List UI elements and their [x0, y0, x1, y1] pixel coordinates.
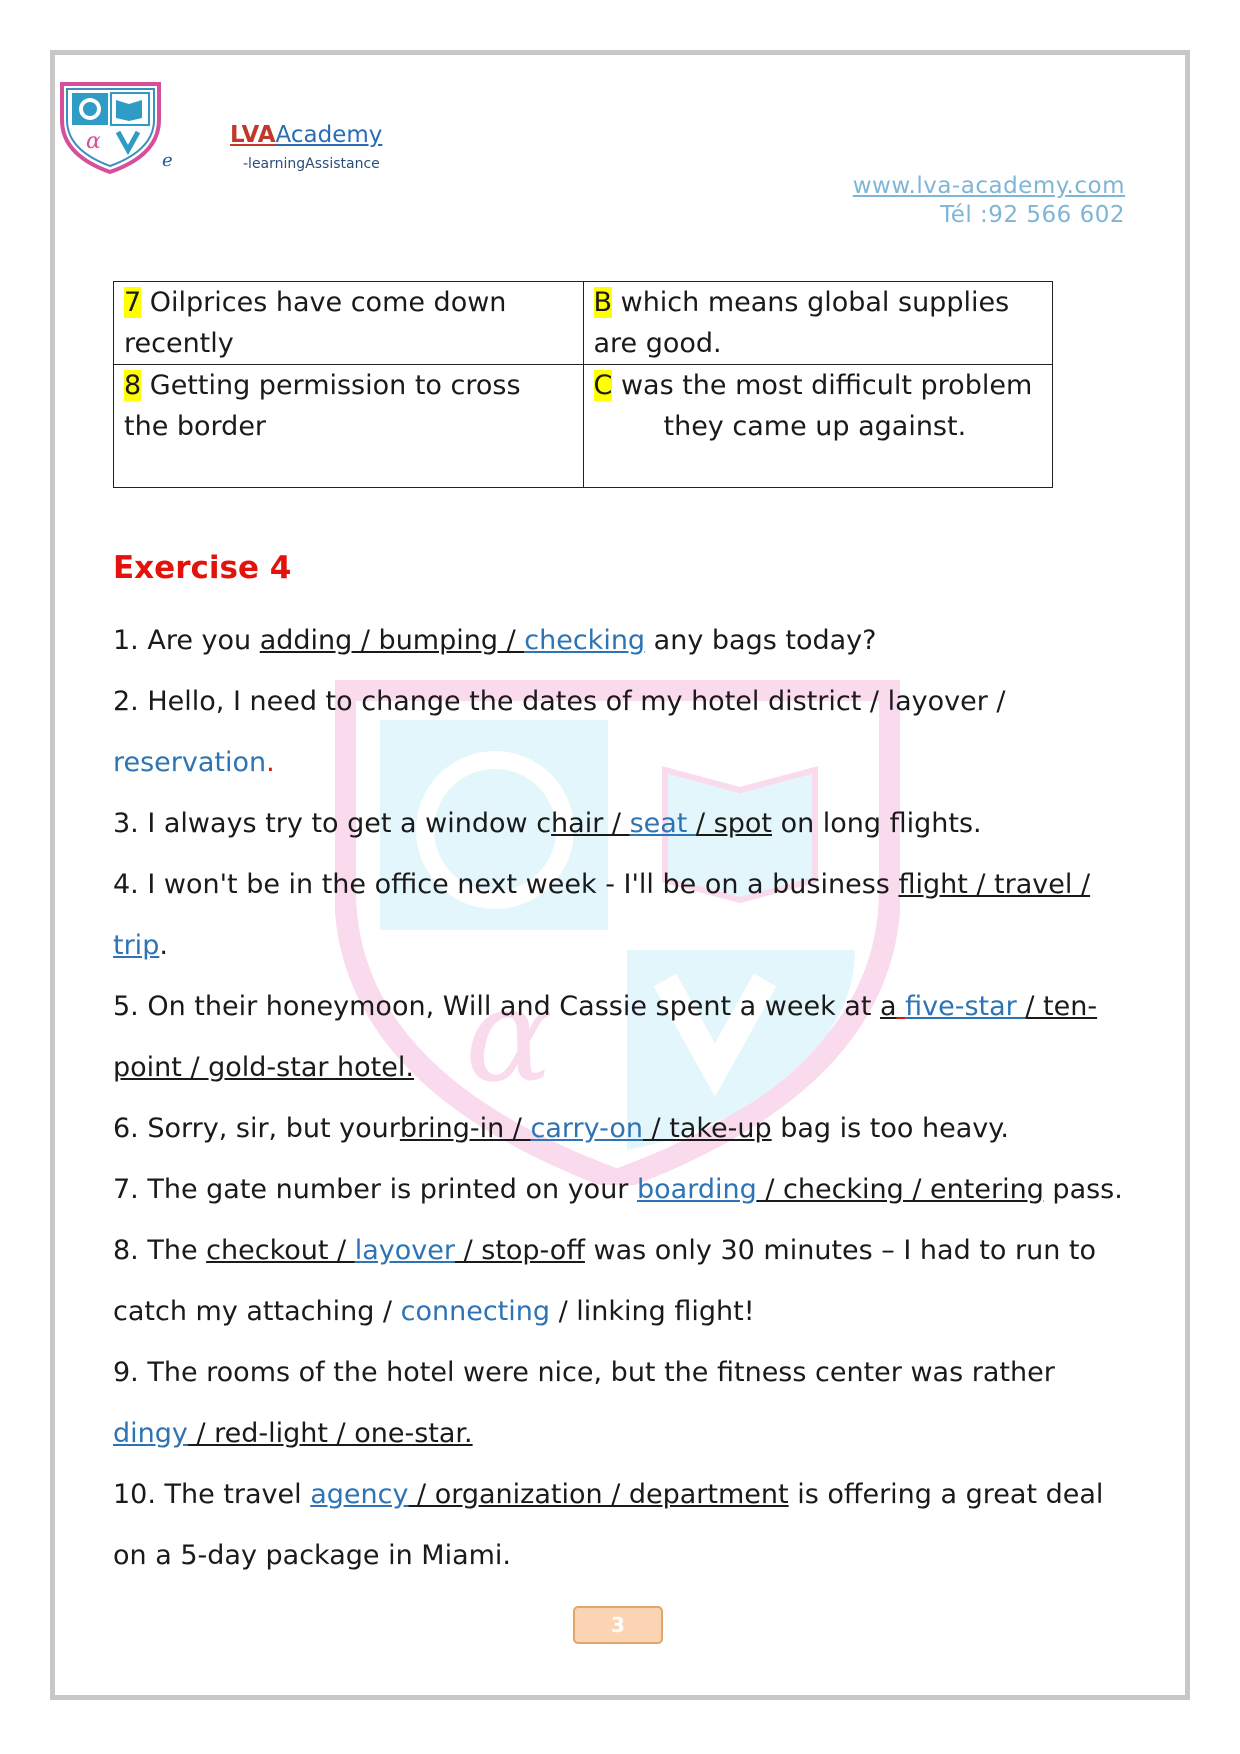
question-text: 2. Hello, I need to change the dates of my hotel district / layover / [113, 686, 1006, 717]
question-1 [113, 610, 1128, 671]
question-text: 1. Are you [113, 625, 260, 656]
question-text: catch my attaching / [113, 1296, 401, 1327]
question-10-cont [113, 1525, 1128, 1586]
cell-text: recently [124, 328, 234, 359]
question-9 [113, 1342, 1128, 1403]
question-text: any bags today? [645, 625, 877, 656]
question-5 [113, 976, 1128, 1037]
answer-text: seat [629, 808, 696, 839]
options-text [897, 991, 906, 1022]
cell-text: Getting permission to cross [141, 370, 521, 401]
page-number: 3 [573, 1606, 663, 1644]
matching-table [113, 281, 1053, 488]
answer-text: layover [354, 1235, 455, 1266]
question-text: 10. The travel [113, 1479, 311, 1510]
question-text: 6. Sorry, sir, but your [113, 1113, 400, 1144]
answer-text: five-star [905, 991, 1026, 1022]
options-text: / ten- [1025, 991, 1098, 1022]
table-row [114, 282, 1053, 365]
answer-text: boarding [637, 1174, 757, 1205]
item-letter-b: B [593, 287, 613, 318]
question-4 [113, 854, 1128, 915]
table-cell-right [583, 365, 1053, 488]
question-text: 3. I always try to get a window c [113, 808, 552, 839]
table-row [114, 365, 1053, 488]
website-link[interactable]: www.lva-academy.com [852, 173, 1125, 199]
question-text: 5. On their honeymoon, Will and Cassie spent a week at [113, 991, 880, 1022]
exercise-items [113, 610, 1128, 1586]
cell-text: the border [124, 411, 267, 442]
options-text: / red-light / one-star. [187, 1418, 473, 1449]
question-8-cont [113, 1281, 1128, 1342]
cell-text: are good. [593, 328, 722, 359]
options-text: checkout / [206, 1235, 355, 1266]
brand-name [230, 122, 382, 148]
lva-academy-logo [58, 80, 163, 175]
question-4-cont [113, 915, 1128, 976]
item-number-7: 7 [124, 287, 142, 318]
question-text: 9. The rooms of the hotel were nice, but the fitness center was rather [113, 1357, 1055, 1388]
punctuation: . [266, 747, 275, 778]
options-text: hair / [551, 808, 630, 839]
brand-lva: LVA [230, 122, 276, 148]
options-text: / checking / entering [756, 1174, 1044, 1205]
question-text: on a 5-day package in Miami. [113, 1540, 511, 1571]
options-text: flight / travel / [898, 869, 1091, 900]
table-cell-left [114, 365, 584, 488]
answer-text: checking [524, 625, 646, 656]
question-text: was only 30 minutes – I had to run to [584, 1235, 1096, 1266]
options-text: adding / bumping / [259, 625, 525, 656]
table-cell-right [583, 282, 1053, 365]
answer-text: carry-on [530, 1113, 643, 1144]
options-text: / stop-off [454, 1235, 585, 1266]
question-2 [113, 671, 1128, 732]
question-text: 8. The [113, 1235, 207, 1266]
item-letter-c: C [593, 370, 613, 401]
item-number-8: 8 [124, 370, 142, 401]
answer-text: connecting [400, 1296, 551, 1327]
cell-text: Oilprices have come down [141, 287, 507, 318]
brand-academy: Academy [275, 122, 383, 148]
options-text: / organization / department [408, 1479, 789, 1510]
answer-text: agency [310, 1479, 409, 1510]
brand-tagline: -learningAssistance [243, 156, 380, 172]
question-text: / linking flight! [550, 1296, 755, 1327]
options-text: point / gold-star hotel. [113, 1052, 414, 1083]
options-text: / spot [695, 808, 772, 839]
question-6 [113, 1098, 1128, 1159]
options-text: / take-up [642, 1113, 772, 1144]
options-text: a [880, 991, 897, 1022]
phone-number: Tél :92 566 602 [940, 202, 1125, 228]
question-2-cont [113, 732, 1128, 793]
table-cell-left [114, 282, 584, 365]
contact-block [853, 172, 1125, 230]
question-3 [113, 793, 1128, 854]
answer-text: trip [113, 930, 160, 961]
answer-text: reservation [113, 747, 267, 778]
svg-text:α: α [465, 959, 553, 1111]
logo-e-letter: e [162, 150, 173, 171]
options-text: bring-in / [399, 1113, 531, 1144]
question-text: is offering a great deal [788, 1479, 1104, 1510]
answer-text: dingy [113, 1418, 188, 1449]
punctuation: . [159, 930, 168, 961]
question-text: bag is too heavy. [771, 1113, 1009, 1144]
question-7 [113, 1159, 1128, 1220]
question-9-cont [113, 1403, 1128, 1464]
question-text: on long flights. [771, 808, 982, 839]
question-text: pass. [1043, 1174, 1123, 1205]
question-text: 4. I won't be in the office next week - I'll be on a business [113, 869, 899, 900]
cell-text: was the most difficult problem [612, 370, 1033, 401]
cell-text: which means global supplies [612, 287, 1010, 318]
question-text: 7. The gate number is printed on your [113, 1174, 637, 1205]
cell-text: they came up against. [663, 411, 967, 442]
question-8 [113, 1220, 1128, 1281]
svg-text:α: α [86, 129, 101, 154]
exercise-title: Exercise 4 [113, 550, 292, 586]
question-10 [113, 1464, 1128, 1525]
question-5-cont [113, 1037, 1128, 1098]
